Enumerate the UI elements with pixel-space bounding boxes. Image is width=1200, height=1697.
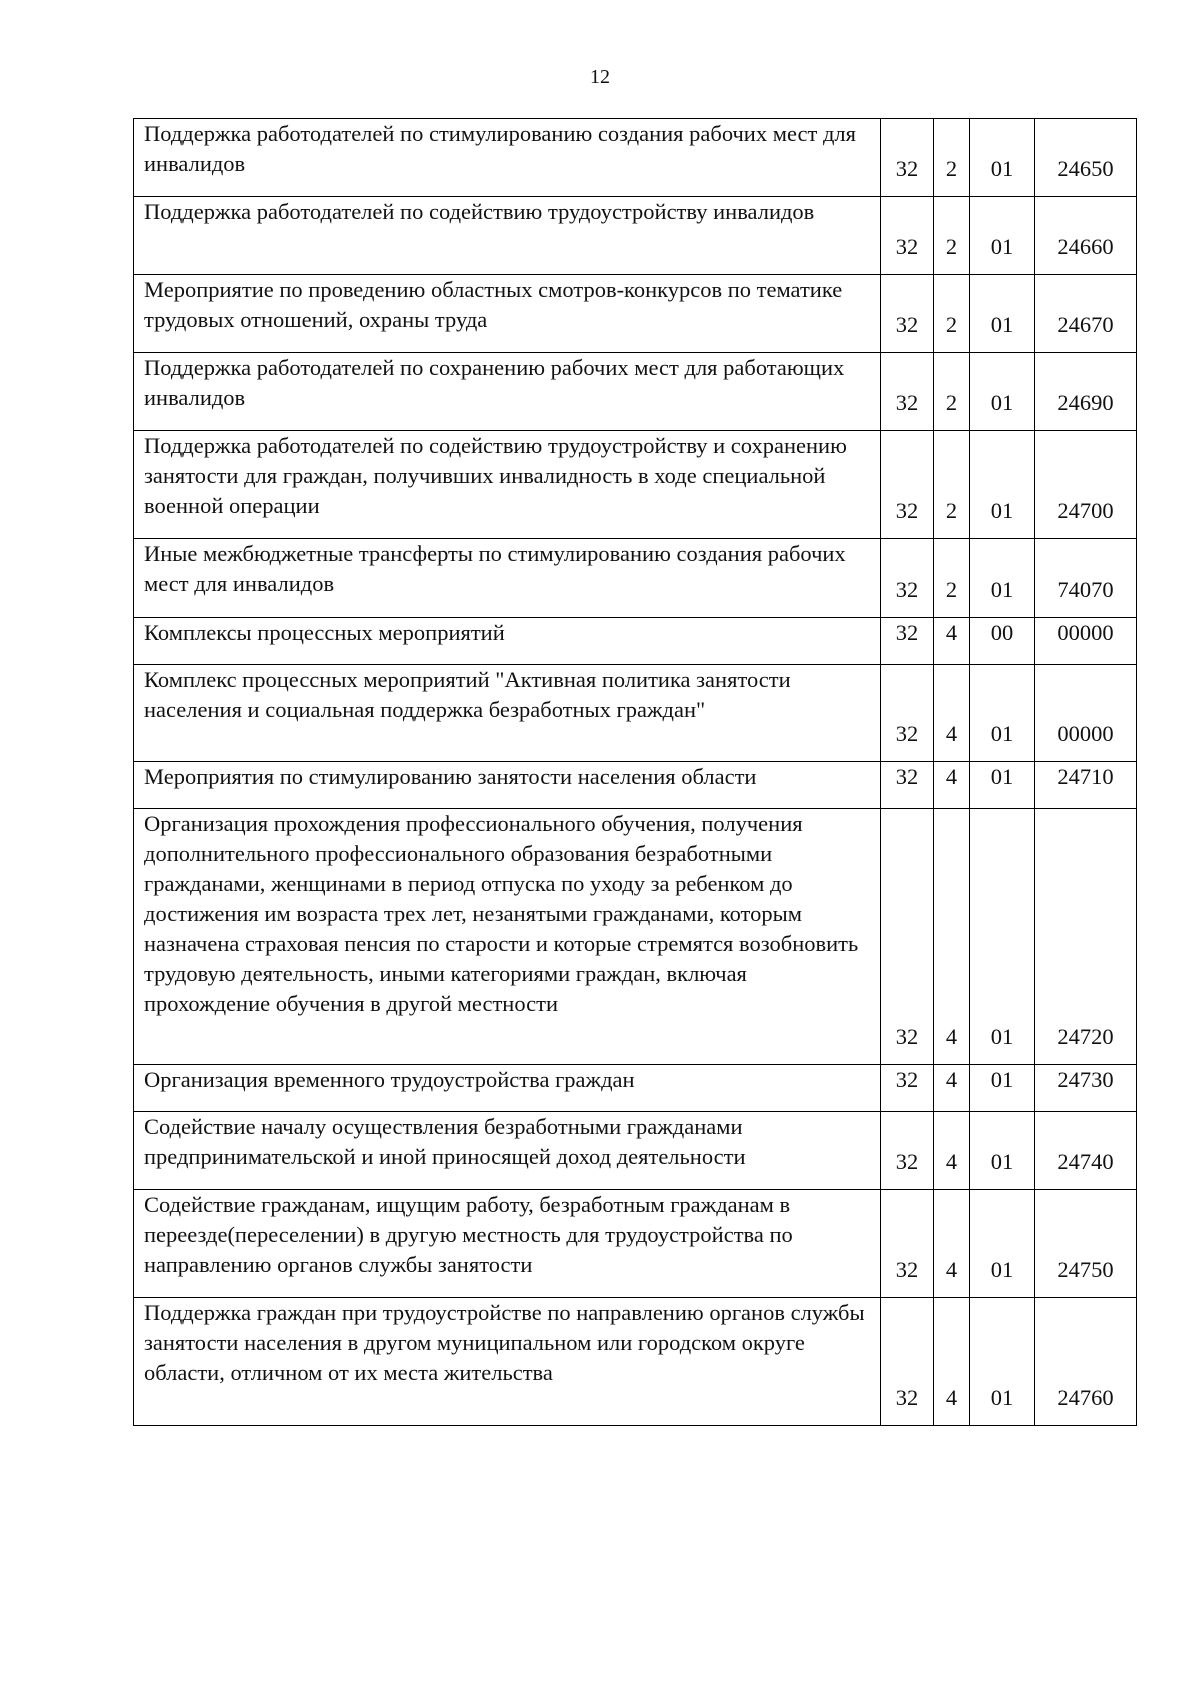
row-description: Комплексы процессных мероприятий [134, 618, 881, 665]
code-direction: 24750 [1035, 1190, 1137, 1298]
code-complex: 01 [970, 1298, 1035, 1426]
page-number: 12 [590, 66, 610, 88]
code-direction: 24740 [1035, 1112, 1137, 1190]
code-type: 2 [934, 197, 970, 275]
code-program: 32 [881, 1190, 934, 1298]
code-direction: 24700 [1035, 431, 1137, 539]
table-row [134, 1112, 1137, 1190]
row-description: Поддержка работодателей по сохранению рабочих мест для работающих инвалидов [134, 353, 881, 431]
row-description: Комплекс процессных мероприятий "Активная политика занятости населения и социальная поддержка безработных граждан" [134, 665, 881, 762]
code-direction: 24650 [1035, 119, 1137, 197]
code-complex: 01 [970, 1190, 1035, 1298]
code-program: 32 [881, 275, 934, 353]
row-description: Организация временного трудоустройства граждан [134, 1065, 881, 1112]
table-row [134, 275, 1137, 353]
table-row [134, 809, 1137, 1065]
row-description: Содействие началу осуществления безработными гражданами предпринимательской и иной приносящей доход деятельности [134, 1112, 881, 1190]
code-complex: 01 [970, 1065, 1035, 1112]
code-complex: 01 [970, 762, 1035, 809]
code-type: 4 [934, 762, 970, 809]
code-type: 4 [934, 1065, 970, 1112]
row-description: Поддержка граждан при трудоустройстве по направлению органов службы занятости населения в другом муниципальном или городском округе области, отличном от их места жительства [134, 1298, 881, 1426]
code-program: 32 [881, 1065, 934, 1112]
code-program: 32 [881, 618, 934, 665]
row-description: Мероприятия по стимулированию занятости населения области [134, 762, 881, 809]
table-row [134, 1065, 1137, 1112]
code-program: 32 [881, 1112, 934, 1190]
code-direction: 24670 [1035, 275, 1137, 353]
code-type: 2 [934, 275, 970, 353]
row-description: Поддержка работодателей по содействию трудоустройству инвалидов [134, 197, 881, 275]
budget-codes-table [133, 118, 1137, 1426]
code-complex: 01 [970, 431, 1035, 539]
code-program: 32 [881, 665, 934, 762]
code-program: 32 [881, 353, 934, 431]
table-row [134, 665, 1137, 762]
code-program: 32 [881, 809, 934, 1065]
code-direction: 24720 [1035, 809, 1137, 1065]
code-type: 2 [934, 431, 970, 539]
code-type: 4 [934, 665, 970, 762]
row-description: Содействие гражданам, ищущим работу, безработным гражданам в переезде(переселении) в другую местность для трудоустройства по направлению органов службы занятости [134, 1190, 881, 1298]
code-type: 4 [934, 809, 970, 1065]
row-description: Поддержка работодателей по стимулированию создания рабочих мест для инвалидов [134, 119, 881, 197]
table-row [134, 431, 1137, 539]
code-program: 32 [881, 1298, 934, 1426]
code-type: 4 [934, 1298, 970, 1426]
row-description: Мероприятие по проведению областных смотров-конкурсов по тематике трудовых отношений, охраны труда [134, 275, 881, 353]
code-type: 4 [934, 1112, 970, 1190]
row-description: Поддержка работодателей по содействию трудоустройству и сохранению занятости для граждан, получивших инвалидность в ходе специальной военной операции [134, 431, 881, 539]
code-program: 32 [881, 539, 934, 618]
table-row [134, 1298, 1137, 1426]
code-complex: 01 [970, 197, 1035, 275]
code-type: 4 [934, 618, 970, 665]
code-direction: 00000 [1035, 618, 1137, 665]
code-complex: 01 [970, 275, 1035, 353]
code-type: 2 [934, 539, 970, 618]
table-row [134, 353, 1137, 431]
code-direction: 00000 [1035, 665, 1137, 762]
code-program: 32 [881, 762, 934, 809]
code-complex: 00 [970, 618, 1035, 665]
table-row [134, 1190, 1137, 1298]
code-type: 2 [934, 119, 970, 197]
table-row [134, 618, 1137, 665]
code-complex: 01 [970, 665, 1035, 762]
code-direction: 24690 [1035, 353, 1137, 431]
table-row [134, 197, 1137, 275]
row-description: Организация прохождения профессионального обучения, получения дополнительного профессионального образования безработными гражданами, женщинами в период отпуска по уходу за ребенком до достижения им возраста трех лет, незанятыми гражданами, которым назначена страховая пенсия по старости и которые стремятся возобновить трудовую деятельность, иными категориями граждан, включая прохождение обучения в другой местности [134, 809, 881, 1065]
code-program: 32 [881, 119, 934, 197]
table-row [134, 119, 1137, 197]
code-type: 4 [934, 1190, 970, 1298]
code-type: 2 [934, 353, 970, 431]
table-row [134, 539, 1137, 618]
code-direction: 24760 [1035, 1298, 1137, 1426]
code-complex: 01 [970, 119, 1035, 197]
code-complex: 01 [970, 809, 1035, 1065]
code-direction: 74070 [1035, 539, 1137, 618]
code-program: 32 [881, 197, 934, 275]
code-program: 32 [881, 431, 934, 539]
code-direction: 24710 [1035, 762, 1137, 809]
code-direction: 24660 [1035, 197, 1137, 275]
code-complex: 01 [970, 539, 1035, 618]
table-row [134, 762, 1137, 809]
row-description: Иные межбюджетные трансферты по стимулированию создания рабочих мест для инвалидов [134, 539, 881, 618]
code-complex: 01 [970, 353, 1035, 431]
code-direction: 24730 [1035, 1065, 1137, 1112]
code-complex: 01 [970, 1112, 1035, 1190]
